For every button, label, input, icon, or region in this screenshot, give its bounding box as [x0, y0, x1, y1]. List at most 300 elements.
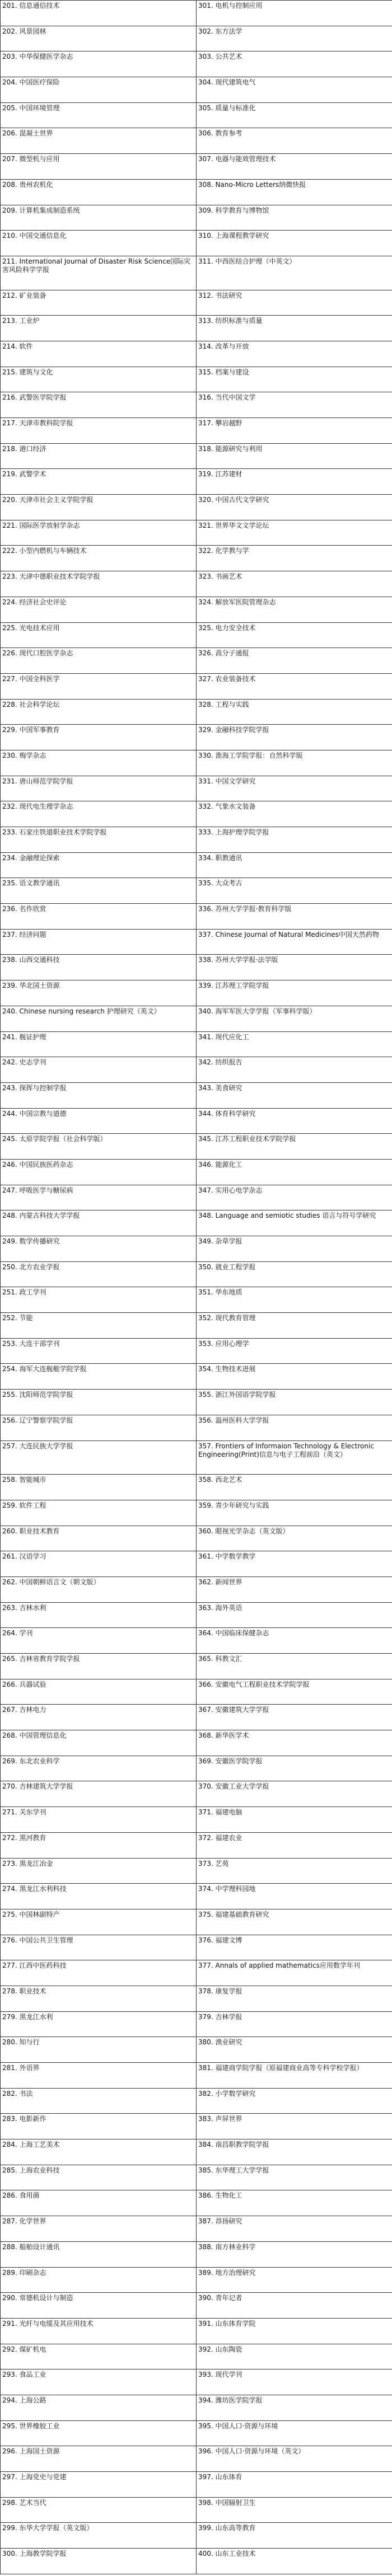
journal-cell-left: 228. 社会科学论坛: [1, 699, 197, 725]
journal-cell-left: 244. 中国宗教与道德: [1, 1108, 197, 1134]
table-row: [1, 750, 392, 776]
journal-cell-right: 347. 实用心电学杂志: [197, 1185, 392, 1210]
journal-cell-left: 256. 辽宁警察学院学报: [1, 1415, 197, 1441]
journal-cell-right: 352. 现代教育管理: [197, 1313, 392, 1339]
journal-cell-left: 259. 软件工程: [1, 1500, 197, 1526]
journal-cell-left: 214. 软件: [1, 341, 197, 367]
journal-cell-right: 322. 化学教与学: [197, 546, 392, 571]
journal-cell-right: 395. 中国人口·资源与环境: [197, 2420, 392, 2446]
table-row: [1, 2011, 392, 2037]
journal-cell-left: 276. 中国公共卫生管理: [1, 1935, 197, 1960]
journal-cell-left: 267. 吉林电力: [1, 1705, 197, 1730]
journal-cell-left: 206. 混凝土世界: [1, 128, 197, 154]
journal-cell-left: 298. 艺术当代: [1, 2497, 197, 2523]
journal-cell-left: 284. 上海工艺美术: [1, 2139, 197, 2165]
journal-cell-left: 239. 华北国土资源: [1, 980, 197, 1006]
journal-cell-right: 303. 公共艺术: [197, 51, 392, 77]
journal-cell-right: 308. Nano-Micro Letters纳微快报: [197, 179, 392, 205]
journal-cell-left: 212. 矿业装备: [1, 290, 197, 316]
table-row: [1, 2088, 392, 2114]
journal-cell-left: 221. 国际医学放射学杂志: [1, 520, 197, 546]
journal-cell-left: 287. 化学世界: [1, 2216, 197, 2242]
journal-cell-left: 282. 书法: [1, 2088, 197, 2114]
table-row: [1, 1832, 392, 1858]
journal-cell-right: 394. 潍坊医学院学报: [197, 2395, 392, 2420]
journal-cell-left: 277. 江西中医药科技: [1, 1960, 197, 1986]
journal-cell-right: 342. 纺织报告: [197, 1057, 392, 1083]
journal-cell-right: 340. 海军军医大学学报（军事科学版）: [197, 1006, 392, 1031]
table-row: [1, 955, 392, 980]
journal-cell-right: 329. 金融科技学院学报: [197, 725, 392, 750]
journal-cell-right: 316. 当代中国文学: [197, 392, 392, 418]
table-row: [1, 1313, 392, 1339]
journal-cell-right: 353. 应用心理学: [197, 1338, 392, 1364]
journal-cell-left: 285. 上海农业科技: [1, 2165, 197, 2190]
journal-cell-left: 218. 港口经济: [1, 443, 197, 469]
journal-cell-right: 312. 书法研究: [197, 290, 392, 316]
journal-cell-left: 204. 中国医疗保险: [1, 77, 197, 103]
journal-cell-left: 264. 学刊: [1, 1628, 197, 1654]
journal-cell-left: 208. 贵州农机化: [1, 179, 197, 205]
table-row: [1, 2293, 392, 2319]
journal-cell-left: 231. 唐山师范学院学报: [1, 776, 197, 801]
journal-cell-left: 216. 武警医学院学报: [1, 392, 197, 418]
journal-cell-right: 372. 福建农业: [197, 1832, 392, 1858]
journal-cell-left: 268. 中国管理信息化: [1, 1730, 197, 1756]
journal-cell-right: 400. 山东工业技术: [197, 2549, 392, 2574]
journal-cell-left: 230. 梅学杂志: [1, 750, 197, 776]
journal-cell-right: 321. 世界华文文学论坛: [197, 520, 392, 546]
journal-cell-right: 335. 大众考古: [197, 878, 392, 904]
journal-cell-right: 346. 能源化工: [197, 1159, 392, 1185]
table-row: [1, 392, 392, 418]
journal-cell-right: 368. 新华医学术: [197, 1730, 392, 1756]
journal-cell-left: 275. 中国林副特产: [1, 1909, 197, 1935]
journal-cell-left: 226. 现代口腔医学杂志: [1, 648, 197, 674]
table-row: [1, 904, 392, 930]
table-row: [1, 2114, 392, 2139]
journal-cell-right: 317. 攀岩越野: [197, 418, 392, 444]
table-row: [1, 852, 392, 878]
table-row: [1, 443, 392, 469]
journal-cell-right: 337. Chinese Journal of Natural Medicines中国天然药物: [197, 929, 392, 955]
journal-cell-left: 272. 黑河教育: [1, 1832, 197, 1858]
table-row: [1, 495, 392, 520]
journal-cell-right: 336. 苏州大学学报·教育科学版: [197, 904, 392, 930]
journal-cell-left: 289. 印刷杂志: [1, 2267, 197, 2293]
table-row: [1, 2063, 392, 2089]
journal-cell-right: 355. 浙江外国语学院学报: [197, 1390, 392, 1415]
journal-cell-left: 271. 关东学刊: [1, 1807, 197, 1833]
journal-cell-right: 350. 就业工程学报: [197, 1261, 392, 1287]
journal-cell-left: 263. 吉林水利: [1, 1602, 197, 1628]
journal-cell-left: 262. 中国朝鲜语言文（朝文版）: [1, 1576, 197, 1602]
table-row: [1, 1986, 392, 2011]
table-row: [1, 1441, 392, 1475]
journal-cell-left: 223. 天津中德职业技术学院学报: [1, 571, 197, 597]
journal-cell-left: 203. 中华保健医学杂志: [1, 51, 197, 77]
table-row: [1, 673, 392, 699]
journal-cell-right: 318. 能源研究与利用: [197, 443, 392, 469]
journal-cell-right: 360. 眼视光学杂志（英文版）: [197, 1526, 392, 1551]
table-row: [1, 1475, 392, 1500]
journal-cell-right: 304. 现代建筑电气: [197, 77, 392, 103]
journal-cell-left: 269. 东北农业科学: [1, 1756, 197, 1781]
journal-cell-left: 293. 食品工业: [1, 2369, 197, 2395]
journal-cell-left: 296. 上海国土资源: [1, 2446, 197, 2472]
journal-cell-right: 330. 淮海工学院学报：自然科学版: [197, 750, 392, 776]
table-row: [1, 205, 392, 231]
journal-cell-left: 294. 上海公路: [1, 2395, 197, 2420]
journal-cell-right: 310. 上海课程教学研究: [197, 231, 392, 256]
table-row: [1, 1654, 392, 1679]
journal-cell-left: 233. 石家庄铁道职业技术学院学报: [1, 827, 197, 853]
journal-cell-right: 383. 声屏世界: [197, 2114, 392, 2139]
table-row: [1, 980, 392, 1006]
journal-cell-left: 211. International Journal of Disaster Risk Science国际灾害风险科学学报: [1, 256, 197, 290]
table-row: [1, 1551, 392, 1577]
journal-cell-right: 326. 高分子通报: [197, 648, 392, 674]
journal-cell-left: 227. 中国全科医学: [1, 673, 197, 699]
journal-cell-right: 364. 中国临床保健杂志: [197, 1628, 392, 1654]
journal-cell-left: 261. 汉语学习: [1, 1551, 197, 1577]
table-row: [1, 571, 392, 597]
journal-cell-right: 371. 福建电脑: [197, 1807, 392, 1833]
journal-cell-left: 273. 黑龙江冶金: [1, 1858, 197, 1884]
table-row: [1, 1108, 392, 1134]
table-row: [1, 1500, 392, 1526]
journal-cell-right: 398. 中国辐射卫生: [197, 2497, 392, 2523]
journal-cell-right: 387. 昂扬研究: [197, 2216, 392, 2242]
journal-cell-right: 306. 教育参考: [197, 128, 392, 154]
journal-cell-left: 235. 语文教学通讯: [1, 878, 197, 904]
journal-cell-left: 300. 上海教学院学报: [1, 2549, 197, 2574]
journal-cell-right: 344. 体育科学研究: [197, 1108, 392, 1134]
journal-cell-left: 274. 黑龙江水利科技: [1, 1884, 197, 1909]
table-row: [1, 1884, 392, 1909]
journal-cell-right: 399. 山东高等教育: [197, 2523, 392, 2549]
journal-cell-right: 365. 科教文汇: [197, 1654, 392, 1679]
table-row: [1, 1, 392, 26]
journal-cell-right: 332. 气象水文装备: [197, 801, 392, 827]
journal-cell-left: 225. 光电技术应用: [1, 622, 197, 648]
journal-cell-left: 257. 大连民族大学学报: [1, 1441, 197, 1475]
journal-cell-right: 378. 康复学报: [197, 1986, 392, 2011]
table-row: [1, 1031, 392, 1057]
journal-cell-left: 260. 职业技术教育: [1, 1526, 197, 1551]
journal-cell-left: 222. 小型内燃机与车辆技术: [1, 546, 197, 571]
journal-cell-right: 396. 中国人口·资源与环境（英文）: [197, 2446, 392, 2472]
table-row: [1, 2395, 392, 2420]
journal-cell-left: 251. 政工学刊: [1, 1287, 197, 1313]
journal-cell-left: 278. 职业技术: [1, 1986, 197, 2011]
table-row: [1, 1261, 392, 1287]
journal-cell-right: 384. 南昌职教学院学报: [197, 2139, 392, 2165]
journal-cell-right: 374. 中学理科园地: [197, 1884, 392, 1909]
journal-cell-right: 307. 电器与能效管理技术: [197, 154, 392, 180]
journal-cell-left: 288. 船舶设计通讯: [1, 2241, 197, 2267]
journal-cell-left: 213. 工业炉: [1, 316, 197, 341]
journal-cell-right: 382. 小学数学研究: [197, 2088, 392, 2114]
journal-cell-left: 258. 智能城市: [1, 1475, 197, 1500]
journal-cell-left: 229. 中国军事教育: [1, 725, 197, 750]
journal-cell-right: 309. 科学教育与博物馆: [197, 205, 392, 231]
journal-cell-left: 207. 微型机与应用: [1, 154, 197, 180]
table-row: [1, 367, 392, 392]
table-row: [1, 290, 392, 316]
journal-cell-left: 252. 节能: [1, 1313, 197, 1339]
table-row: [1, 546, 392, 571]
journal-cell-left: 243. 探挥与控制学报: [1, 1082, 197, 1108]
journal-cell-right: 367. 安徽建筑大学学报: [197, 1705, 392, 1730]
journal-cell-left: 291. 光纤与电缆及其应用技术: [1, 2318, 197, 2344]
journal-cell-left: 241. 舰证护理: [1, 1031, 197, 1057]
journal-cell-left: 286. 食用菌: [1, 2190, 197, 2216]
table-row: [1, 699, 392, 725]
table-row: [1, 2267, 392, 2293]
table-row: [1, 2497, 392, 2523]
table-row: [1, 1236, 392, 1262]
table-row: [1, 2446, 392, 2472]
table-row: [1, 1159, 392, 1185]
table-row: [1, 77, 392, 103]
journal-cell-right: 370. 安徽工业大学学报: [197, 1781, 392, 1807]
journal-cell-right: 349. 杂草学报: [197, 1236, 392, 1262]
table-row: [1, 2344, 392, 2369]
journal-cell-left: 202. 风景园林: [1, 26, 197, 51]
table-row: [1, 648, 392, 674]
journal-cell-right: 376. 福建文博: [197, 1935, 392, 1960]
journal-table-body: [1, 1, 392, 2574]
table-row: [1, 256, 392, 290]
journal-cell-right: 343. 美食研究: [197, 1082, 392, 1108]
journal-cell-right: 313. 纺织标准与质量: [197, 316, 392, 341]
journal-cell-right: 379. 吉林学报: [197, 2011, 392, 2037]
journal-cell-right: 319. 江苏建材: [197, 469, 392, 495]
journal-cell-right: 320. 中国古代文学研究: [197, 495, 392, 520]
table-row: [1, 2472, 392, 2498]
table-row: [1, 1909, 392, 1935]
table-row: [1, 725, 392, 750]
journal-cell-right: 348. Language and semiotic studies 语言与符号学研究: [197, 1210, 392, 1236]
table-row: [1, 2369, 392, 2395]
table-row: [1, 1287, 392, 1313]
table-row: [1, 827, 392, 853]
journal-cell-left: 266. 兵器试验: [1, 1679, 197, 1705]
journal-cell-right: 331. 中国文学研究: [197, 776, 392, 801]
journal-cell-right: 333. 上海护理学院学报: [197, 827, 392, 853]
journal-cell-right: 363. 海外英语: [197, 1602, 392, 1628]
journal-cell-left: 265. 吉林省教育学院学报: [1, 1654, 197, 1679]
journal-cell-right: 354. 生物技术进展: [197, 1364, 392, 1390]
journal-cell-left: 205. 中国环境管理: [1, 102, 197, 128]
journal-cell-left: 270. 吉林建筑大学学报: [1, 1781, 197, 1807]
table-row: [1, 1858, 392, 1884]
journal-cell-right: 338. 苏州大学学报·法学版: [197, 955, 392, 980]
journal-cell-right: 323. 书画艺术: [197, 571, 392, 597]
journal-cell-left: 290. 常德机设计与制造: [1, 2293, 197, 2319]
table-row: [1, 1679, 392, 1705]
journal-cell-right: 373. 艺苑: [197, 1858, 392, 1884]
table-row: [1, 878, 392, 904]
journal-cell-left: 232. 现代电生理学杂志: [1, 801, 197, 827]
journal-cell-left: 240. Chinese nursing research 护理研究（英文）: [1, 1006, 197, 1031]
table-row: [1, 2139, 392, 2165]
table-row: [1, 2318, 392, 2344]
table-row: [1, 1781, 392, 1807]
journal-cell-right: 377. Annals of applied mathematics应用数学年刊: [197, 1960, 392, 1986]
journal-cell-left: 245. 太原学院学报（社会科学版）: [1, 1134, 197, 1160]
table-row: [1, 776, 392, 801]
journal-cell-right: 358. 西北艺术: [197, 1475, 392, 1500]
table-row: [1, 2549, 392, 2574]
journal-cell-right: 375. 福建基础教育研究: [197, 1909, 392, 1935]
table-row: [1, 1705, 392, 1730]
table-row: [1, 179, 392, 205]
journal-cell-right: 356. 温州医科大学学报: [197, 1415, 392, 1441]
table-row: [1, 1415, 392, 1441]
journal-cell-right: 362. 新闻世界: [197, 1576, 392, 1602]
journal-cell-right: 328. 工程与实践: [197, 699, 392, 725]
table-row: [1, 1082, 392, 1108]
journal-cell-right: 393. 现代学刊: [197, 2369, 392, 2395]
journal-cell-right: 314. 改革与开放: [197, 341, 392, 367]
table-row: [1, 154, 392, 180]
table-row: [1, 1057, 392, 1083]
journal-cell-left: 295. 世界橡胶工业: [1, 2420, 197, 2446]
journal-cell-left: 248. 内蒙古科技大学学报: [1, 1210, 197, 1236]
table-row: [1, 51, 392, 77]
journal-cell-right: 380. 渔业研究: [197, 2037, 392, 2063]
journal-cell-right: 334. 职教通讯: [197, 852, 392, 878]
table-row: [1, 469, 392, 495]
journal-cell-left: 254. 海军大连舰艇学院学报: [1, 1364, 197, 1390]
table-row: [1, 2037, 392, 2063]
journal-cell-left: 246. 中国民族医药杂志: [1, 1159, 197, 1185]
journal-cell-right: 341. 现代应化工: [197, 1031, 392, 1057]
journal-cell-right: 345. 江苏工程职业技术学院学报: [197, 1134, 392, 1160]
table-row: [1, 1576, 392, 1602]
table-row: [1, 1134, 392, 1160]
journal-cell-right: 386. 生物化工: [197, 2190, 392, 2216]
table-row: [1, 1628, 392, 1654]
table-row: [1, 102, 392, 128]
journal-cell-left: 217. 天津市教科院学报: [1, 418, 197, 444]
journal-cell-left: 283. 电影新作: [1, 2114, 197, 2139]
journal-cell-left: 215. 建筑与文化: [1, 367, 197, 392]
journal-cell-right: 302. 东方法学: [197, 26, 392, 51]
journal-cell-right: 361. 中学数学教学: [197, 1551, 392, 1577]
journal-cell-left: 237. 经济问题: [1, 929, 197, 955]
table-row: [1, 1960, 392, 1986]
journal-cell-right: 381. 福建商学院学报（原福建商业高等专科学校学报）: [197, 2063, 392, 2089]
journal-cell-left: 234. 金融理论探索: [1, 852, 197, 878]
table-row: [1, 2420, 392, 2446]
table-row: [1, 1390, 392, 1415]
journal-cell-left: 253. 大连干部学刊: [1, 1338, 197, 1364]
journal-cell-left: 281. 外语界: [1, 2063, 197, 2089]
journal-cell-right: 388. 南方林业科学: [197, 2241, 392, 2267]
journal-cell-right: 389. 地方治理研究: [197, 2267, 392, 2293]
table-row: [1, 622, 392, 648]
journal-cell-right: 391. 山东体育学院: [197, 2318, 392, 2344]
journal-cell-left: 220. 天津市社会主义学院学报: [1, 495, 197, 520]
journal-cell-left: 250. 北方农业学报: [1, 1261, 197, 1287]
table-row: [1, 1006, 392, 1031]
journal-cell-left: 201. 信息通信技术: [1, 1, 197, 26]
journal-cell-left: 238. 山西交通科技: [1, 955, 197, 980]
journal-cell-right: 324. 解放军医院管理杂志: [197, 597, 392, 622]
table-row: [1, 2165, 392, 2190]
journal-cell-left: 297. 上海党史与党建: [1, 2472, 197, 2498]
journal-cell-left: 279. 黑龙江水利: [1, 2011, 197, 2037]
journal-cell-right: 359. 青少年研究与实践: [197, 1500, 392, 1526]
journal-cell-left: 219. 武警学术: [1, 469, 197, 495]
table-row: [1, 1730, 392, 1756]
journal-cell-left: 247. 呼吸医学与糖尿病: [1, 1185, 197, 1210]
journal-cell-right: 366. 安徽电气工程职业技术学院学报: [197, 1679, 392, 1705]
journal-cell-left: 292. 煤矿机电: [1, 2344, 197, 2369]
journal-cell-right: 311. 中西医结合护理（中英文）: [197, 256, 392, 290]
journal-cell-left: 299. 东华大学学报（英文版）: [1, 2523, 197, 2549]
table-row: [1, 801, 392, 827]
table-row: [1, 2523, 392, 2549]
table-row: [1, 597, 392, 622]
table-row: [1, 341, 392, 367]
journal-cell-right: 397. 山东体育: [197, 2472, 392, 2498]
journal-cell-right: 315. 档案与建设: [197, 367, 392, 392]
journal-cell-right: 390. 青年记者: [197, 2293, 392, 2319]
table-row: [1, 1364, 392, 1390]
table-row: [1, 2241, 392, 2267]
table-row: [1, 418, 392, 444]
table-row: [1, 1338, 392, 1364]
journal-cell-right: 301. 电机与控制应用: [197, 1, 392, 26]
journal-cell-right: 357. Frontiers of Informaion Technology & Electronic Engineering(Print)信息与电子工程前沿（英文）: [197, 1441, 392, 1475]
journal-cell-left: 280. 知与行: [1, 2037, 197, 2063]
table-row: [1, 2216, 392, 2242]
journal-cell-left: 242. 史志学刊: [1, 1057, 197, 1083]
journal-cell-right: 385. 东华理工大学学报: [197, 2165, 392, 2190]
table-row: [1, 1807, 392, 1833]
table-row: [1, 1935, 392, 1960]
journal-cell-left: 209. 计算机集成制造系统: [1, 205, 197, 231]
table-row: [1, 1210, 392, 1236]
journal-cell-right: 392. 山东陶瓷: [197, 2344, 392, 2369]
table-row: [1, 26, 392, 51]
journal-cell-left: 210. 中国交通信息化: [1, 231, 197, 256]
journal-cell-left: 236. 名作欣赏: [1, 904, 197, 930]
journal-cell-right: 327. 农业装备技术: [197, 673, 392, 699]
journal-cell-right: 369. 安徽医学院学报: [197, 1756, 392, 1781]
journal-cell-left: 249. 数学传播研究: [1, 1236, 197, 1262]
table-row: [1, 231, 392, 256]
journal-cell-left: 224. 经济社会史评论: [1, 597, 197, 622]
table-row: [1, 1756, 392, 1781]
table-row: [1, 1602, 392, 1628]
journal-cell-right: 305. 质量与标准化: [197, 102, 392, 128]
table-row: [1, 128, 392, 154]
table-row: [1, 316, 392, 341]
journal-cell-right: 351. 华东地质: [197, 1287, 392, 1313]
journal-cell-left: 255. 沈阳师范学院学报: [1, 1390, 197, 1415]
table-row: [1, 1185, 392, 1210]
journal-cell-right: 339. 江苏理工学院学报: [197, 980, 392, 1006]
table-row: [1, 929, 392, 955]
table-row: [1, 1526, 392, 1551]
journal-cell-right: 325. 电力安全技术: [197, 622, 392, 648]
table-row: [1, 2190, 392, 2216]
